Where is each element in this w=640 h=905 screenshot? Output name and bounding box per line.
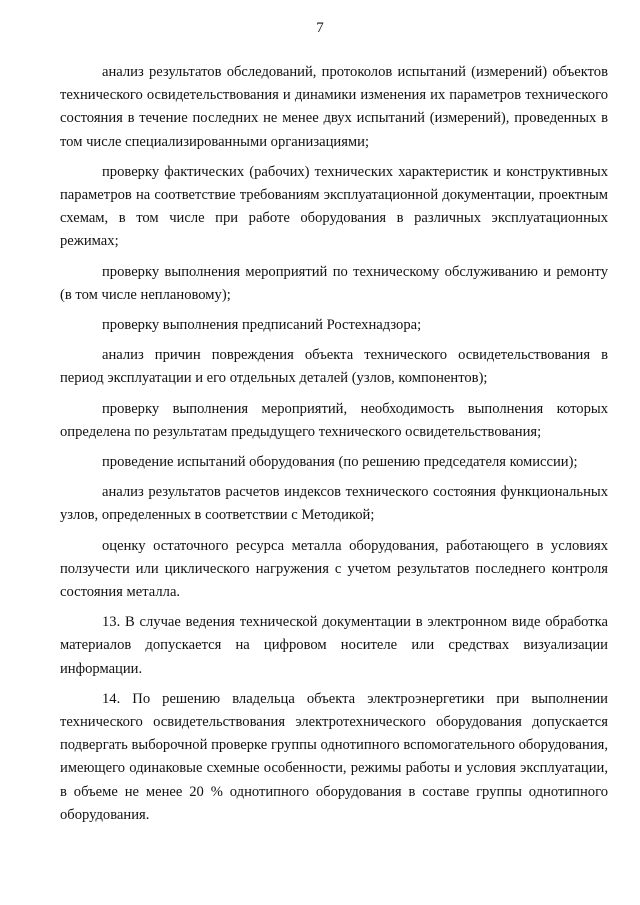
paragraph-rostekhnadzor-check: проверку выполнения предписаний Ростехнадзора;	[102, 317, 422, 334]
paragraph-maintenance-check: проверку выполнения мероприятий по техническому обслуживанию и ремонту (в том числе неплановому);	[60, 263, 608, 303]
document-body	[60, 61, 608, 834]
paragraph-index-analysis: анализ результатов расчетов индексов технического состояния функциональных узлов, определенных в соответствии с Методикой;	[60, 484, 608, 524]
paragraph-residual-life: оценку остаточного ресурса металла оборудования, работающего в условиях ползучести или циклического нагружения с учетом результатов последнего контроля состояния металла.	[60, 537, 608, 601]
paragraph-previous-measures-check: проверку выполнения мероприятий, необходимость выполнения которых определена по результатам предыдущего технического освидетельствования;	[60, 400, 608, 440]
paragraph-section-13: 13. В случае ведения технической документации в электронном виде обработка материалов допускается на цифровом носителе или средствах визуализации информации.	[60, 614, 608, 677]
paragraph-characteristics-check: проверку фактических (рабочих) технических характеристик и конструктивных параметров на соответствие требованиям эксплуатационной документации, проектным схемам, в том числе при работе оборудования в различных эксплуатационных режимах;	[60, 163, 608, 250]
paragraph-damage-analysis: анализ причин повреждения объекта технического освидетельствования в период эксплуатации и его отдельных деталей (узлов, компонентов);	[60, 347, 608, 387]
paragraph-equipment-testing: проведение испытаний оборудования (по решению председателя комиссии);	[102, 454, 578, 471]
paragraph-results-analysis: анализ результатов обследований, протоколов испытаний (измерений) объектов технического освидетельствования и динамики изменения их параметров технического состояния в течение последних не менее двух испытаний (измерений), проведенных в том числе специализированными организациями;	[60, 64, 608, 150]
paragraph-section-14: 14. По решению владельца объекта электроэнергетики при выполнении технического освидетельствования электротехнического оборудования допускается подвергать выборочной проверке группы однотипного вспомогательного оборудования, имеющего одинаковые схемные особенности, режимы работы и условия эксплуатации, в объеме не менее 20 % однотипного оборудования в составе группы однотипного оборудования.	[60, 690, 608, 823]
page-number: 7	[316, 20, 324, 36]
